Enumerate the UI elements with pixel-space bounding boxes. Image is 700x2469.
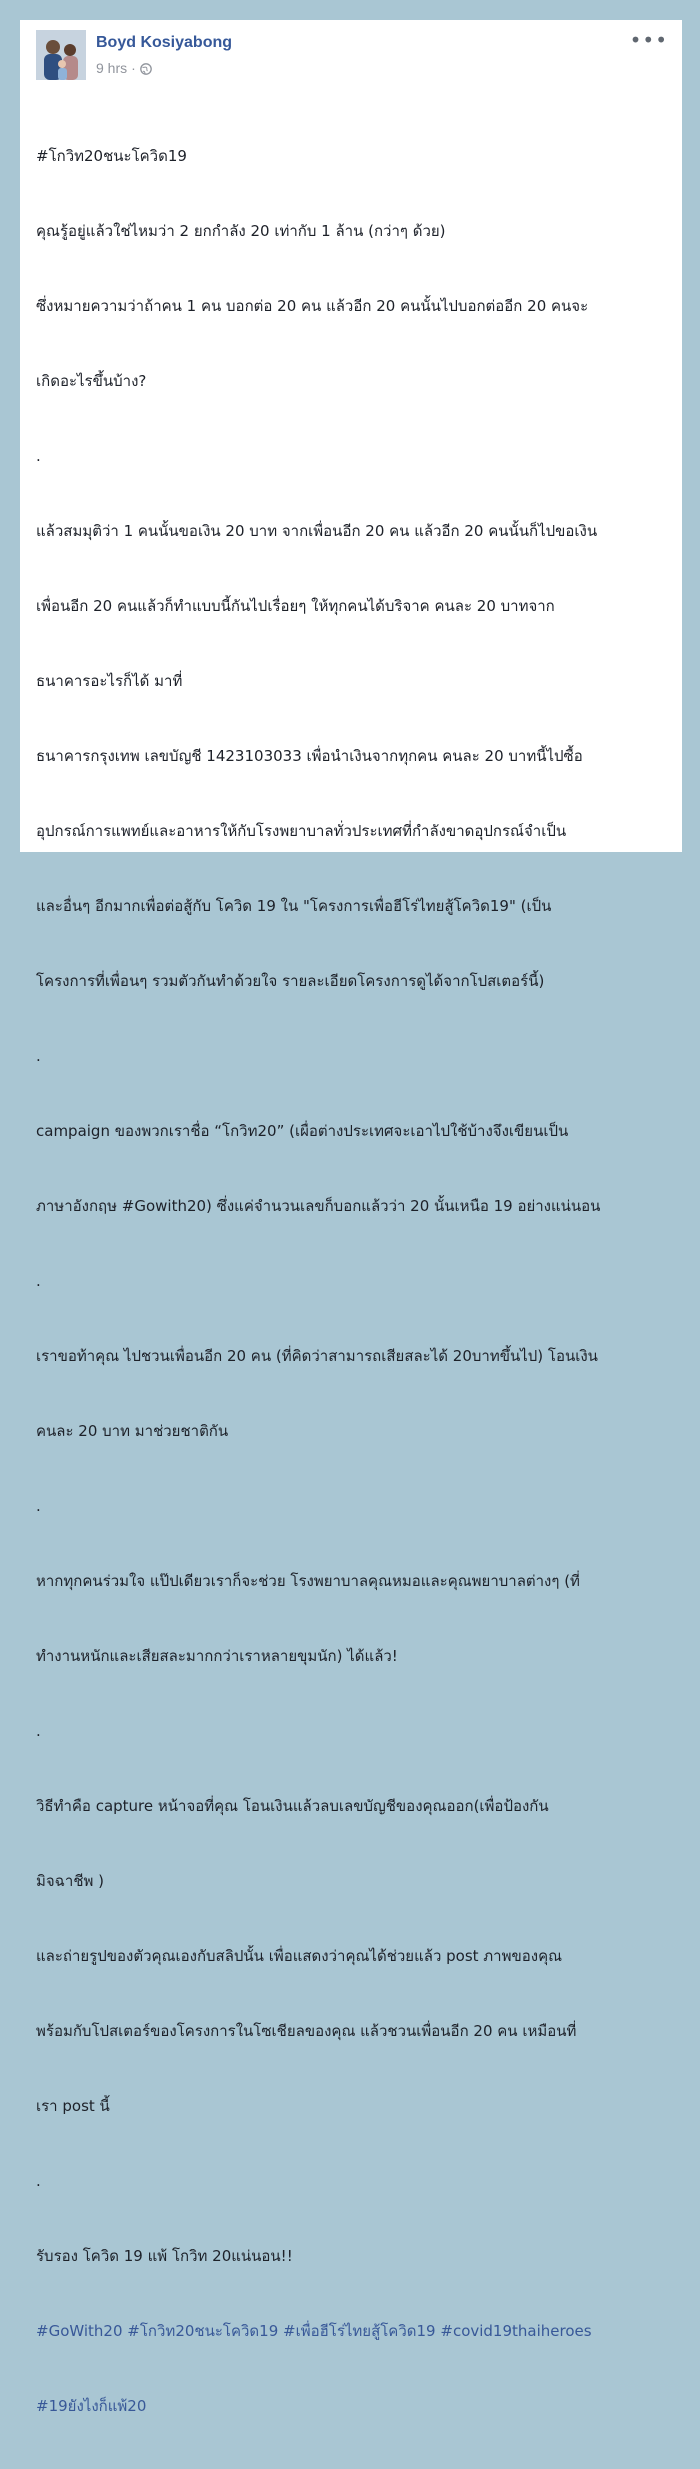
post-line: เรา post นี้ [36,2097,110,2115]
post-time[interactable]: 9 hrs [96,60,128,76]
post-line: และอื่นๆ อีกมากเพื่อต่อสู้กับ โควิด 19 ใน "โครงการเพื่อฮีโร่ไทยสู้โควิด19" (เป็น [36,897,552,915]
post-line: เกิดอะไรขึ้นบ้าง? [36,372,147,390]
hashtag-link[interactable]: #เพื่อฮีโร่ไทยสู้โควิด19 [283,2322,436,2340]
post-line: . [36,447,41,465]
post-line: #โกวิท20ชนะโควิด19 [36,147,187,165]
post-line: ธนาคารอะไรก็ได้ มาที่ [36,672,183,690]
post-line: เราขอท้าคุณ ไปชวนเพื่อนอีก 20 คน (ที่คิดว่าสามารถเสียสละได้ 20บาทขึ้นไป) โอนเงิน [36,1347,598,1365]
post-line: . [36,1497,41,1515]
hashtag-link[interactable]: #โกวิท20ชนะโควิด19 [127,2322,279,2340]
author-name[interactable]: Boyd Kosiyabong [96,34,233,51]
post-line: เพื่อนอีก 20 คนแล้วก็ทำแบบนี้กันไปเรื่อยๆ ให้ทุกคนได้บริจาค คนละ 20 บาทจาก [36,597,555,615]
post-line: คนละ 20 บาท มาช่วยชาติกัน [36,1422,229,1440]
post-body [36,94,666,2469]
post-card [20,20,682,2415]
avatar-photo-icon [36,30,86,80]
post-line: ซึ่งหมายความว่าถ้าคน 1 คน บอกต่อ 20 คน แล้วอีก 20 คนนั้นไปบอกต่ออีก 20 คนจะ [36,297,589,315]
post-line: แล้วสมมุติว่า 1 คนนั้นขอเงิน 20 บาท จากเพื่อนอีก 20 คน แล้วอีก 20 คนนั้นก็ไปขอเงิน [36,522,598,540]
post-line: . [36,1722,41,1740]
post-line: ธนาคารกรุงเทพ เลขบัญชี 1423103033 เพื่อนำเงินจากทุกคน คนละ 20 บาทนี้ไปซื้อ [36,747,583,765]
post-line: คุณรู้อยู่แล้วใช่ไหมว่า 2 ยกกำลัง 20 เท่ากับ 1 ล้าน (กว่าๆ ด้วย) [36,222,446,240]
post-line: มิจฉาชีพ ) [36,1872,105,1890]
post-line: . [36,1047,41,1065]
meta-separator: · [131,60,136,76]
post-line: campaign ของพวกเราชื่อ “โกวิท20” (เผื่อต่างประเทศจะเอาไปใช้บ้างจึงเขียนเป็น [36,1122,569,1140]
post-line: พร้อมกับโปสเตอร์ของโครงการในโซเชียลของคุณ แล้วชวนเพื่อนอีก 20 คน เหมือนที่ [36,2022,577,2040]
post-line: . [36,2172,41,2190]
post-line: รับรอง โควิด 19 แพ้ โกวิท 20แน่นอน!! [36,2247,293,2265]
hashtag-link[interactable]: #covid19thaiheroes [440,2322,592,2340]
post-line: หากทุกคนร่วมใจ แป๊ปเดียวเราก็จะช่วย โรงพยาบาลคุณหมอและคุณพยาบาลต่างๆ (ที่ [36,1572,580,1590]
hashtag-link[interactable]: #GoWith20 [36,2322,123,2340]
post-line: ทำงานหนักและเสียสละมากกว่าเราหลายขุมนัก) ได้แล้ว! [36,1647,398,1665]
post-line: และถ่ายรูปของตัวคุณเองกับสลิปนั้น เพื่อแสดงว่าคุณได้ช่วยแล้ว post ภาพของคุณ [36,1947,563,1965]
globe-icon[interactable] [140,62,152,74]
post-line: โครงการที่เพื่อนๆ รวมตัวกันทำด้วยใจ รายละเอียดโครงการดูได้จากโปสเตอร์นี้) [36,972,545,990]
post-line: . [36,1272,41,1290]
avatar[interactable] [36,30,86,80]
post-line: วิธีทำคือ capture หน้าจอที่คุณ โอนเงินแล้วลบเลขบัญชีของคุณออก(เพื่อป้องกัน [36,1797,549,1815]
more-options-icon[interactable]: ••• [629,28,668,52]
hashtag-link[interactable]: #19ยังไงก็แพ้20 [36,2397,147,2415]
post-meta [96,60,152,76]
post-line: อุปกรณ์การแพทย์และอาหารให้กับโรงพยาบาลทั่วประเทศที่กำลังขาดอุปกรณ์จำเป็น [36,822,567,840]
post-line: ภาษาอังกฤษ #Gowith20) ซึ่งแค่จำนวนเลขก็บอกแล้วว่า 20 นั้นเหนือ 19 อย่างแน่นอน [36,1197,601,1215]
hashtag-line [36,2319,666,2344]
hashtag-line [36,2394,666,2419]
